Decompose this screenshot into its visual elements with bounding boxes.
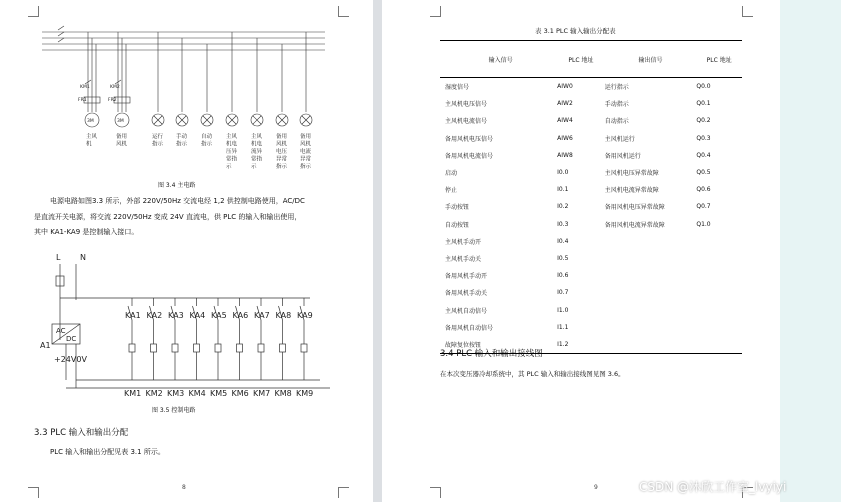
input-signal-cell: 启动 <box>445 170 458 178</box>
psu-label: DC <box>66 335 77 343</box>
output-signal-cell <box>605 233 697 250</box>
relay-coil <box>151 344 157 352</box>
motor-label: 主风机 <box>86 134 98 148</box>
input-address-cell: I0.2 <box>557 203 569 211</box>
paragraph-line: 其中 KA1-KA9 是控制输入接口。 <box>34 228 139 236</box>
line-label: N <box>80 253 86 262</box>
km-label: KM5 <box>210 389 228 398</box>
table-row <box>440 319 742 336</box>
table-row <box>440 250 742 267</box>
section-title: 3.3 PLC 输入和输出分配 <box>34 428 129 438</box>
input-address-cell: I1.1 <box>557 323 569 331</box>
a1-label: A1 <box>40 341 51 350</box>
output-signal-cell <box>605 250 697 267</box>
input-signal-cell: 手动按钮 <box>445 204 470 212</box>
input-address-cell: AIW4 <box>557 117 573 125</box>
output-signal-cell <box>605 301 697 318</box>
km-label: KM4 <box>188 389 206 398</box>
relay-coil <box>280 344 286 352</box>
output-signal-cell: 备用风机电流异常故障 <box>604 221 665 229</box>
lamp-label: 主风机电流异常指示 <box>251 134 263 170</box>
output-signal-cell: 主风机电流异常故障 <box>604 187 659 195</box>
km-label: KM3 <box>167 389 185 398</box>
output-signal-cell <box>605 336 697 354</box>
output-signal-cell: 主风机运行 <box>604 135 635 143</box>
input-address-cell: I0.7 <box>557 289 569 297</box>
km-label: KM1 <box>124 389 142 398</box>
output-address-cell <box>696 250 742 267</box>
page-number: 9 <box>594 484 598 491</box>
km-label: KM9 <box>296 389 314 398</box>
table-row <box>440 336 742 354</box>
table-row <box>440 78 742 96</box>
table-row <box>440 130 742 147</box>
output-signal-cell: 运行指示 <box>604 84 629 92</box>
output-signal-cell: 备用风机运行 <box>604 152 641 160</box>
table-row <box>440 284 742 301</box>
input-signal-cell: 停止 <box>445 187 458 195</box>
ka-label: KA5 <box>211 311 227 320</box>
output-address-cell <box>696 267 742 284</box>
input-address-cell: I0.0 <box>557 169 569 177</box>
output-address-cell: Q0.1 <box>696 100 711 108</box>
ka-label: KA6 <box>232 311 249 320</box>
relay-coil <box>194 344 200 352</box>
ka-label: KA7 <box>254 311 270 320</box>
input-signal-cell: 故障复位按钮 <box>440 336 557 354</box>
header-plc-address: PLC 地址 <box>696 41 742 78</box>
crop-mark <box>742 6 753 17</box>
table-row <box>440 112 742 129</box>
output-address-cell: Q0.6 <box>696 186 711 194</box>
km-label: KM2 <box>145 389 163 398</box>
input-signal-cell: 湿度信号 <box>445 84 470 92</box>
section-text: PLC 输入和输出分配见表 3.1 所示。 <box>50 448 165 456</box>
plc-io-table <box>440 40 742 354</box>
input-signal-cell: 备用风机电流信号 <box>445 152 494 160</box>
figure-caption: 图 3.4 主电路 <box>158 182 196 189</box>
ka-label: KA9 <box>297 311 313 320</box>
lamp-label: 备用风机电压异常指示 <box>276 134 288 170</box>
input-signal-cell: 主风机电流信号 <box>445 118 488 126</box>
input-signal-cell: 备用风机自动信号 <box>445 324 494 332</box>
input-signal-cell: 备用风机电压信号 <box>445 135 494 143</box>
paragraph-line: 电源电路如图3.3 所示，外部 220V/50Hz 交流电经 1,2 供控制电路使用，AC/DC <box>50 197 305 205</box>
output-address-cell: Q0.2 <box>696 117 711 125</box>
psu-label: AC <box>56 327 66 335</box>
ka-label: KA8 <box>275 311 292 320</box>
table-row <box>440 198 742 215</box>
input-signal-cell: 自动按钮 <box>445 221 470 229</box>
output-address-cell <box>696 301 742 318</box>
input-address-cell: I1.2 <box>557 336 605 354</box>
control-circuit-diagram <box>0 240 373 410</box>
ka-label: KA3 <box>168 311 184 320</box>
table-row <box>440 95 742 112</box>
km-label: KM6 <box>231 389 249 398</box>
lamp-label: 自动指示 <box>201 134 213 148</box>
header-input-signal: 输入信号 <box>440 41 557 78</box>
ka-label: KA4 <box>189 311 206 320</box>
lamp-label: 手动指示 <box>176 134 188 148</box>
input-address-cell: AIW6 <box>557 134 573 142</box>
output-signal-cell <box>605 319 697 336</box>
table-row <box>440 233 742 250</box>
km-label: KM8 <box>274 389 292 398</box>
figure-caption: 图 3.5 控制电路 <box>152 407 196 414</box>
input-address-cell: AIW0 <box>557 83 573 91</box>
output-address-cell: Q0.3 <box>696 134 711 142</box>
output-address-cell <box>696 284 742 301</box>
table-row <box>440 216 742 233</box>
line-label: L <box>56 253 61 262</box>
output-address-cell: Q0.7 <box>696 203 711 211</box>
input-signal-cell: 主风机自动信号 <box>445 307 488 315</box>
relay-coil <box>129 344 135 352</box>
relay-coil <box>301 344 307 352</box>
table-row <box>440 181 742 198</box>
table-row <box>440 164 742 181</box>
header-output-signal: 输出信号 <box>605 41 697 78</box>
input-address-cell: AIW2 <box>557 100 573 108</box>
relay-coil <box>258 344 264 352</box>
input-address-cell: I1.0 <box>557 306 569 314</box>
output-address-cell <box>696 336 742 354</box>
document-page-left <box>0 0 373 502</box>
lamp-label: 主风机电压异常指示 <box>226 134 238 170</box>
motor-label: 备用风机 <box>116 134 128 148</box>
lamp-label: 运行指示 <box>152 134 164 148</box>
input-address-cell: I0.3 <box>557 220 569 228</box>
output-signal-cell: 自动指示 <box>604 118 629 126</box>
km-label: KM7 <box>253 389 271 398</box>
motor-symbol: 3M <box>87 119 94 124</box>
section-text: 在本次变压器冷却系统中，其 PLC 输入和输出接线图见图 3.6。 <box>440 370 625 378</box>
output-address-cell <box>696 233 742 250</box>
fr-label: FR1 <box>78 98 87 103</box>
table-row <box>440 147 742 164</box>
crop-mark <box>430 487 441 498</box>
lamp-label: 备用风机电流异常指示 <box>300 134 312 170</box>
crop-mark <box>28 487 39 498</box>
output-address-cell: Q0.0 <box>696 83 711 91</box>
input-address-cell: I0.4 <box>557 237 569 245</box>
crop-mark <box>338 487 349 498</box>
ka-label: KA1 <box>125 311 141 320</box>
output-signal-cell <box>605 267 697 284</box>
output-address-cell: Q1.0 <box>696 220 711 228</box>
relay-coil <box>215 344 221 352</box>
paragraph-line: 是直流开关电源，将交流 220V/50Hz 变成 24V 直流电，供 PLC 的输入和输出使用， <box>34 213 302 221</box>
output-signal-cell: 主风机电压异常故障 <box>604 170 659 178</box>
ka-label: KA2 <box>146 311 163 320</box>
output-signal-cell <box>605 284 697 301</box>
input-signal-cell: 主风机手动开 <box>445 238 482 246</box>
input-signal-cell: 主风机手动关 <box>445 255 482 263</box>
watermark: CSDN @沐欣工作室_lvyiyi <box>639 480 787 494</box>
fr-label: FR2 <box>108 98 117 103</box>
input-address-cell: AIW8 <box>557 151 573 159</box>
relay-coil <box>237 344 243 352</box>
motor-symbol: 3M <box>117 119 124 124</box>
table-row <box>440 267 742 284</box>
voltage-label: +24V0V <box>54 355 87 364</box>
header-plc-address: PLC 地址 <box>557 41 605 78</box>
input-address-cell: I0.5 <box>557 254 569 262</box>
output-address-cell <box>696 319 742 336</box>
table-title: 表 3.1 PLC 输入输出分配表 <box>535 27 616 35</box>
km-label: KM1 <box>80 85 90 90</box>
table-header-row <box>440 41 742 78</box>
input-signal-cell: 备用风机手动关 <box>445 290 488 298</box>
section-title: 3.4 PLC 输入和输出接线图 <box>440 349 543 359</box>
input-address-cell: I0.6 <box>557 272 569 280</box>
relay-coil <box>172 344 178 352</box>
output-address-cell: Q0.4 <box>696 151 711 159</box>
input-signal-cell: 备用风机手动开 <box>445 273 488 281</box>
output-signal-cell: 手动指示 <box>604 101 629 109</box>
output-address-cell: Q0.5 <box>696 169 711 177</box>
scroll-gutter <box>780 0 841 502</box>
input-signal-cell: 主风机电压信号 <box>445 101 488 109</box>
page-number: 8 <box>182 484 186 491</box>
input-address-cell: I0.1 <box>557 186 569 194</box>
main-circuit-diagram <box>0 0 373 180</box>
table-row <box>440 301 742 318</box>
km-label: KM2 <box>110 85 120 90</box>
crop-mark <box>430 6 441 17</box>
output-signal-cell: 备用风机电压异常故障 <box>604 204 665 212</box>
